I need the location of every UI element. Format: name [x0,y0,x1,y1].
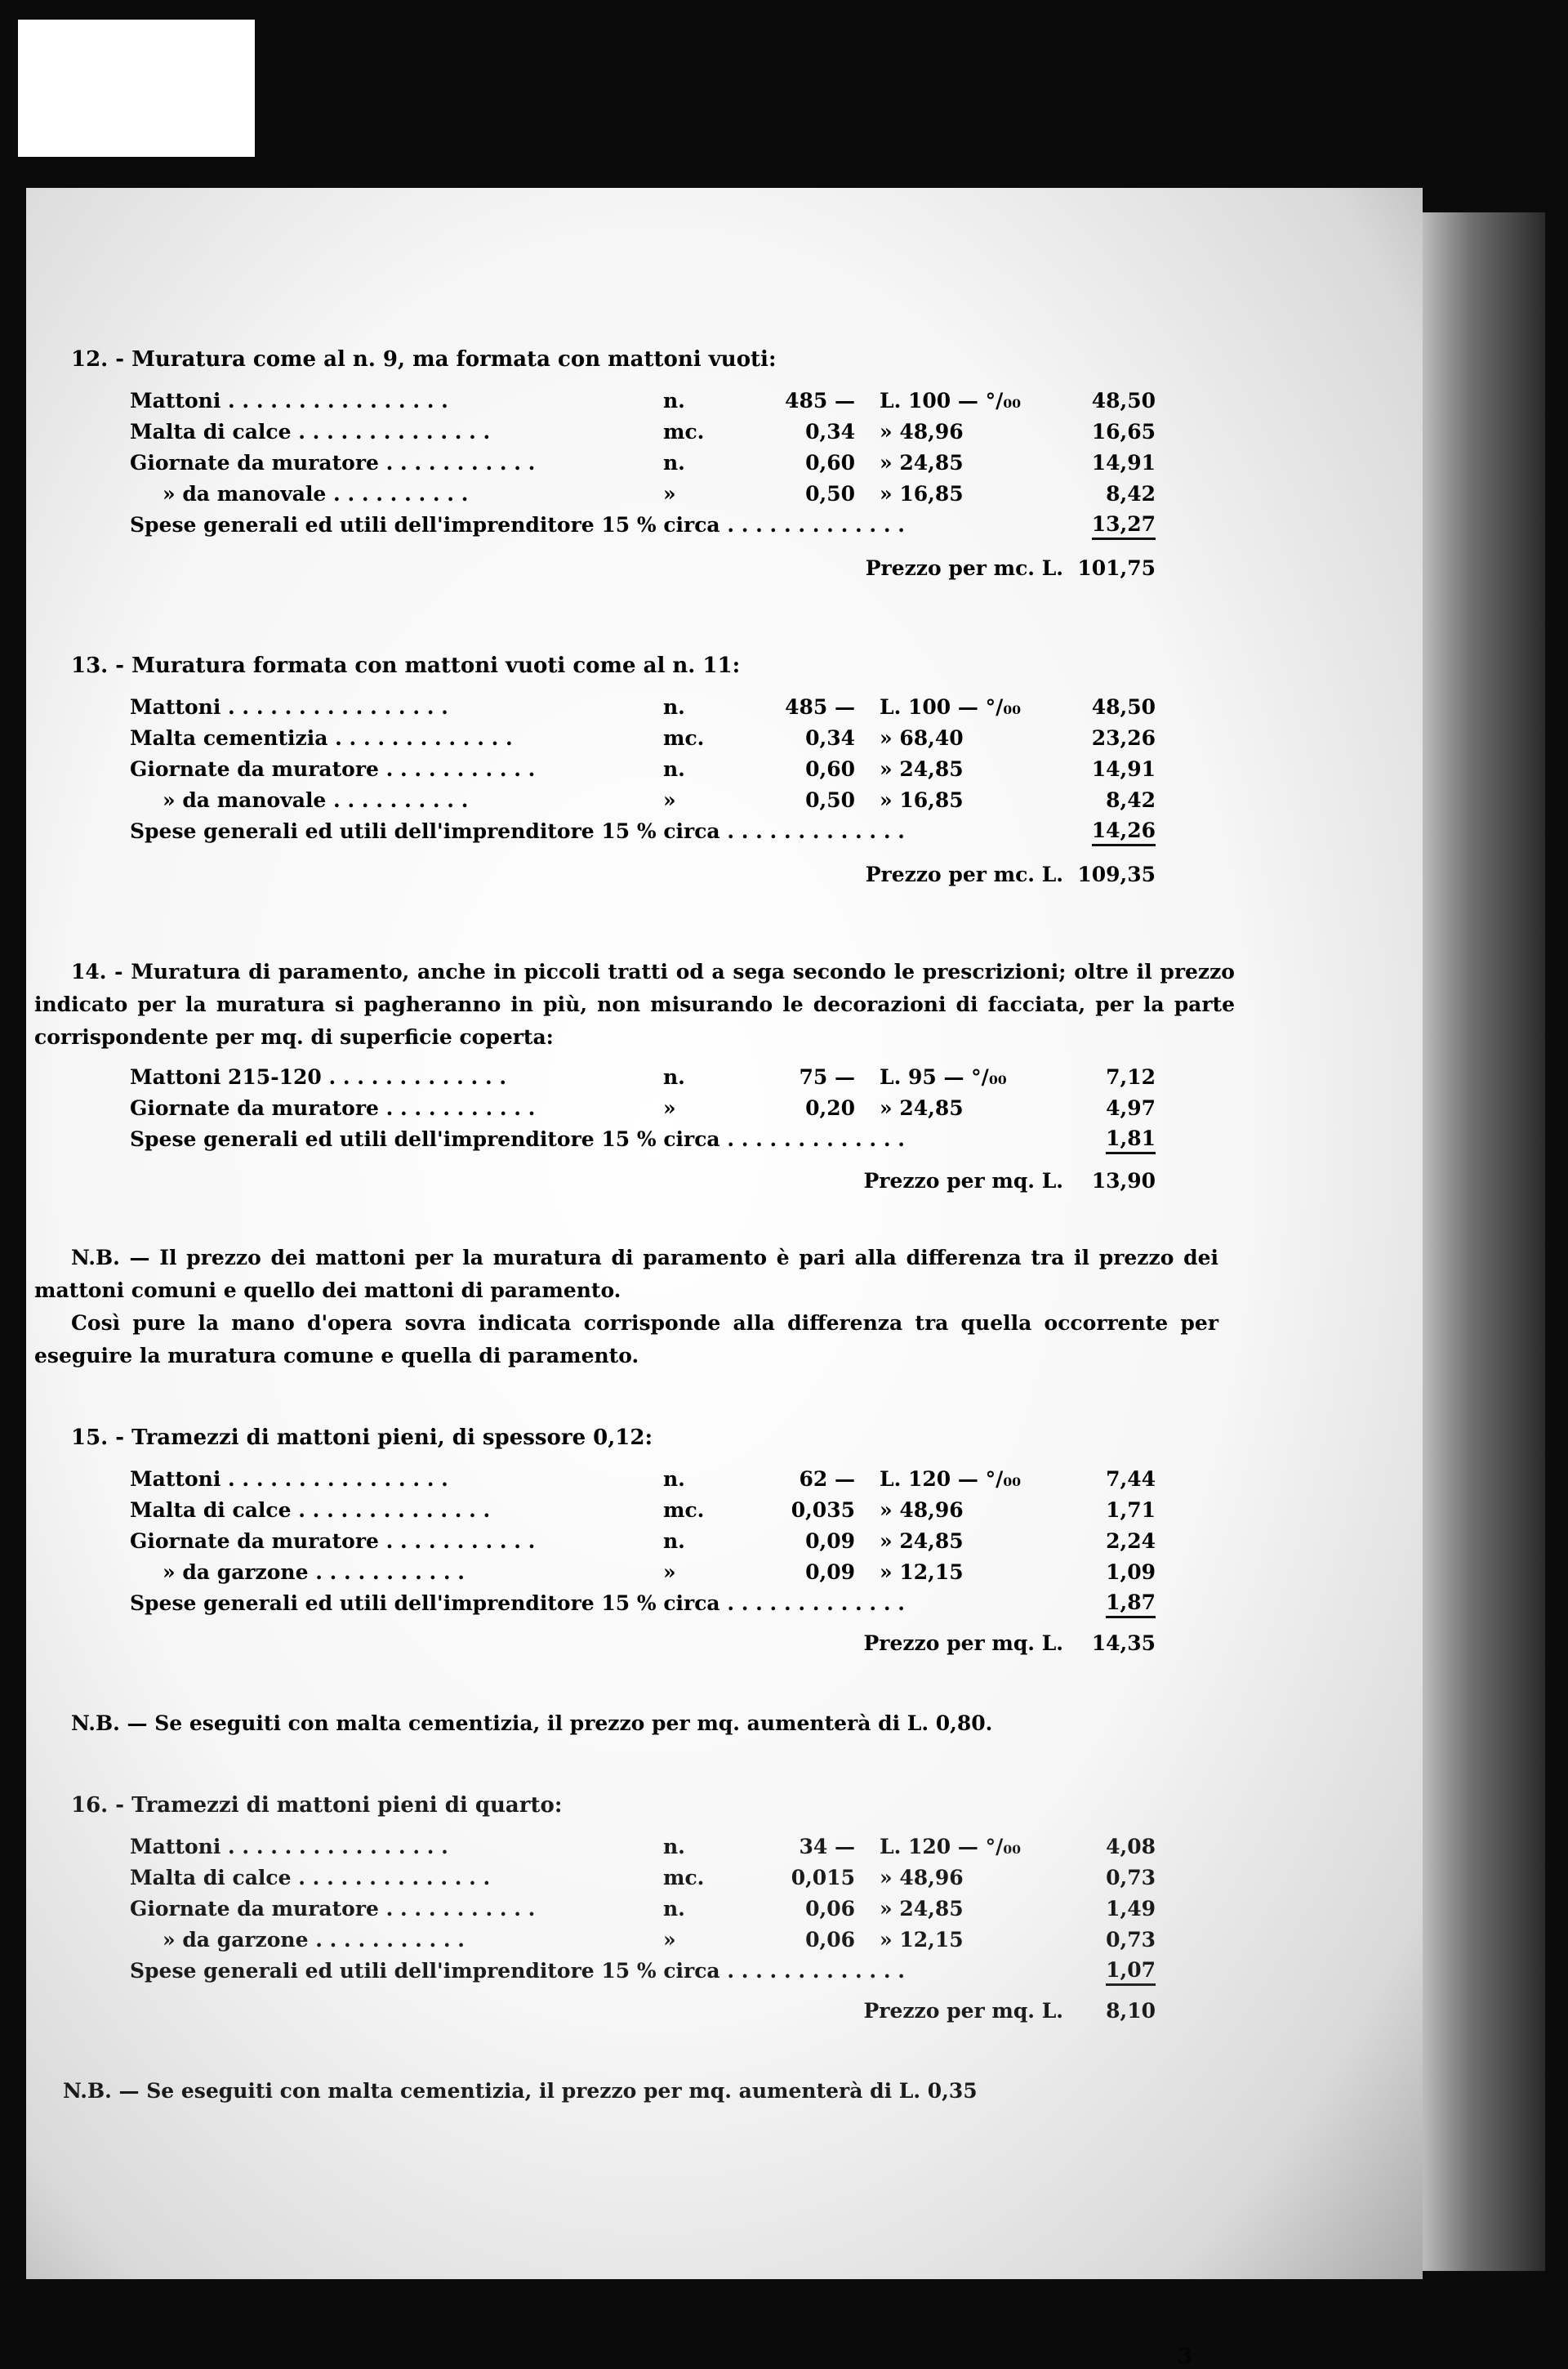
item-quantity: 0,015 [791,1866,855,1889]
item-unit: mc. [663,420,705,444]
item-unit-price: L. 120 — °/₀₀ [880,1835,1022,1858]
item-unit-price: » 16,85 [880,788,964,812]
item-name: Malta di calce . . . . . . . . . . . . . . [130,1866,491,1889]
item-name: » da garzone . . . . . . . . . . . [163,1928,465,1952]
overhead-amount: 1,87 [1106,1590,1156,1618]
item-unit: » [663,1560,676,1584]
item-unit: » [663,1928,676,1952]
item-name: Giornate da muratore . . . . . . . . . . . [130,757,536,781]
item-unit: n. [663,389,685,413]
item-unit-price: » 24,85 [880,757,964,781]
total-row [71,1993,1239,2029]
section-title: 13. - Muratura formata con mattoni vuoti come al n. 11: [71,654,741,678]
cost-row [71,386,1239,417]
item-quantity: 34 — [799,1835,855,1858]
total-label: Prezzo per mc. L. [865,556,1063,580]
overhead-amount: 1,07 [1106,1957,1156,1986]
item-quantity: 0,50 [805,482,855,506]
item-unit-price: L. 100 — °/₀₀ [880,695,1022,719]
cost-row [71,1557,1239,1588]
item-name: Malta di calce . . . . . . . . . . . . . . [130,1498,491,1522]
note-block [71,1707,1255,1740]
note-paragraph: N.B. — Se eseguiti con malta cementizia, il prezzo per mq. aumenterà di L. 0,35 [63,2079,978,2103]
item-unit-price: » 24,85 [880,1096,964,1120]
total-value: 101,75 [1077,556,1156,580]
item-amount: 48,50 [1091,695,1156,719]
item-unit: » [663,482,676,506]
item-name: Giornate da muratore . . . . . . . . . . . [130,1897,536,1921]
item-name: Mattoni . . . . . . . . . . . . . . . . [130,695,448,719]
item-quantity: 62 — [799,1467,855,1491]
item-quantity: 0,50 [805,788,855,812]
overhead-amount: 14,26 [1092,818,1156,846]
cost-row [71,448,1239,479]
item-amount: 16,65 [1091,420,1156,444]
item-amount: 7,12 [1106,1065,1156,1089]
section-title: 12. - Muratura come al n. 9, ma formata con mattoni vuoti: [71,347,777,372]
item-unit: mc. [663,726,705,750]
item-unit-price: » 12,15 [880,1560,964,1584]
item-unit-price: L. 100 — °/₀₀ [880,389,1022,413]
cost-row [71,1464,1239,1495]
overhead-amount: 1,81 [1106,1126,1156,1154]
section-title: 15. - Tramezzi di mattoni pieni, di spessore 0,12: [71,1425,653,1450]
item-amount: 0,73 [1106,1928,1156,1952]
item-unit: n. [663,451,685,475]
item-unit: n. [663,695,685,719]
item-unit-price: » 24,85 [880,1897,964,1921]
item-amount: 14,91 [1091,451,1156,475]
overhead-amount: 13,27 [1092,511,1156,540]
item-unit-price: L. 95 — °/₀₀ [880,1065,1007,1089]
item-amount: 8,42 [1106,788,1156,812]
item-unit: n. [663,1529,685,1553]
item-unit-price: » 48,96 [880,1866,964,1889]
overhead-description: Spese generali ed utili dell'imprenditore 15 % circa . . . . . . . . . . . . . [130,1591,905,1615]
overhead-row [71,816,1239,847]
item-name: Giornate da muratore . . . . . . . . . . . [130,1096,536,1120]
item-amount: 4,08 [1106,1835,1156,1858]
item-amount: 8,42 [1106,482,1156,506]
item-unit: n. [663,757,685,781]
section-12 [71,343,1239,587]
item-unit-price: » 24,85 [880,1529,964,1553]
item-unit: n. [663,1897,685,1921]
item-unit: » [663,1096,676,1120]
item-quantity: 75 — [799,1065,855,1089]
section-15 [71,1421,1239,1662]
overhead-description: Spese generali ed utili dell'imprenditore 15 % circa . . . . . . . . . . . . . [130,513,905,537]
cost-row [71,1495,1239,1526]
total-row [71,1626,1239,1662]
item-amount: 7,44 [1106,1467,1156,1491]
note-block [34,1242,1218,1372]
overhead-description: Spese generali ed utili dell'imprenditore 15 % circa . . . . . . . . . . . . . [130,1959,905,1983]
item-amount: 2,24 [1106,1529,1156,1553]
item-unit-price: » 16,85 [880,482,964,506]
item-unit: mc. [663,1498,705,1522]
overhead-row [71,1124,1239,1155]
cost-row [71,1863,1239,1894]
section-title-paragraph: 14. - Muratura di paramento, anche in piccoli tratti od a sega secondo le prescrizioni; oltre il prezzo indicato per la muratura si pagheranno in più, non misurando le decorazioni di facciata, per la parte corrispondente per mq. di superficie coperta: [34,960,1235,1049]
section-title: 16. - Tramezzi di mattoni pieni di quarto: [71,1793,563,1818]
item-name: Mattoni . . . . . . . . . . . . . . . . [130,1467,448,1491]
item-quantity: 0,60 [805,451,855,475]
item-name: Malta di calce . . . . . . . . . . . . . . [130,420,491,444]
item-quantity: 0,60 [805,757,855,781]
item-quantity: 0,06 [805,1897,855,1921]
item-amount: 0,73 [1106,1866,1156,1889]
cost-row [71,479,1239,510]
item-unit: » [663,788,676,812]
cost-row [71,754,1239,785]
total-row [71,551,1239,587]
cost-row [71,1526,1239,1557]
item-quantity: 0,34 [805,726,855,750]
page-number: 3 [1178,2344,1193,2369]
item-quantity: 0,06 [805,1928,855,1952]
item-name: Mattoni . . . . . . . . . . . . . . . . [130,1835,448,1858]
item-quantity: 485 — [785,695,855,719]
item-name: » da garzone . . . . . . . . . . . [163,1560,465,1584]
item-amount: 4,97 [1106,1096,1156,1120]
item-amount: 48,50 [1091,389,1156,413]
note-paragraph: Così pure la mano d'opera sovra indicata corrisponde alla differenza tra quella occorrente per eseguire la muratura comune e quella di paramento. [34,1311,1218,1367]
item-unit-price: » 48,96 [880,420,964,444]
total-value: 8,10 [1106,1999,1156,2023]
item-amount: 14,91 [1091,757,1156,781]
cost-row [71,1831,1239,1863]
item-name: Mattoni . . . . . . . . . . . . . . . . [130,389,448,413]
cost-row [71,1062,1239,1093]
item-name: » da manovale . . . . . . . . . . [163,482,469,506]
item-amount: 23,26 [1091,726,1156,750]
item-unit-price: L. 120 — °/₀₀ [880,1467,1022,1491]
item-name: Giornate da muratore . . . . . . . . . . . [130,451,536,475]
cost-row [71,1093,1239,1124]
cost-row [71,417,1239,448]
overhead-row [71,1956,1239,1987]
total-label: Prezzo per mq. L. [863,1631,1063,1655]
item-unit-price: » 48,96 [880,1498,964,1522]
cost-row [71,1925,1239,1956]
item-name: » da manovale . . . . . . . . . . [163,788,469,812]
item-unit: n. [663,1065,685,1089]
item-quantity: 485 — [785,389,855,413]
total-row [71,1163,1239,1199]
cost-row [71,1894,1239,1925]
item-quantity: 0,34 [805,420,855,444]
section-13 [71,649,1239,893]
note-paragraph: N.B. — Il prezzo dei mattoni per la muratura di paramento è pari alla differenza tra il prezzo dei mattoni comuni e quello dei mattoni di paramento. [34,1246,1218,1302]
total-row [71,857,1239,893]
item-quantity: 0,035 [791,1498,855,1522]
item-amount: 1,71 [1106,1498,1156,1522]
item-name: Malta cementizia . . . . . . . . . . . . . [130,726,513,750]
document-page [26,188,1423,2369]
total-label: Prezzo per mq. L. [863,1999,1063,2023]
total-label: Prezzo per mq. L. [863,1169,1063,1193]
section-14 [34,956,1235,1199]
overhead-row [71,510,1239,541]
item-unit-price: » 12,15 [880,1928,964,1952]
item-name: Mattoni 215-120 . . . . . . . . . . . . . [130,1065,507,1089]
note-block [63,2075,1247,2108]
cost-row [71,692,1239,723]
cost-row [71,723,1239,754]
item-unit: mc. [663,1866,705,1889]
item-quantity: 0,20 [805,1096,855,1120]
total-value: 109,35 [1077,863,1156,886]
overhead-description: Spese generali ed utili dell'imprenditore 15 % circa . . . . . . . . . . . . . [130,1127,905,1151]
item-unit-price: » 68,40 [880,726,964,750]
page-edge-shadow [1423,212,1545,2271]
section-16 [71,1789,1239,2029]
cost-row [71,785,1239,816]
total-value: 14,35 [1091,1631,1156,1655]
note-paragraph: N.B. — Se eseguiti con malta cementizia, il prezzo per mq. aumenterà di L. 0,80. [71,1711,993,1735]
item-quantity: 0,09 [805,1560,855,1584]
item-unit: n. [663,1467,685,1491]
overhead-row [71,1588,1239,1619]
item-quantity: 0,09 [805,1529,855,1553]
total-value: 13,90 [1091,1169,1156,1193]
item-amount: 1,09 [1106,1560,1156,1584]
item-unit-price: » 24,85 [880,451,964,475]
overhead-description: Spese generali ed utili dell'imprenditore 15 % circa . . . . . . . . . . . . . [130,819,905,843]
scan-corner-patch [18,20,255,157]
item-unit: n. [663,1835,685,1858]
total-label: Prezzo per mc. L. [865,863,1063,886]
item-amount: 1,49 [1106,1897,1156,1921]
item-name: Giornate da muratore . . . . . . . . . . . [130,1529,536,1553]
